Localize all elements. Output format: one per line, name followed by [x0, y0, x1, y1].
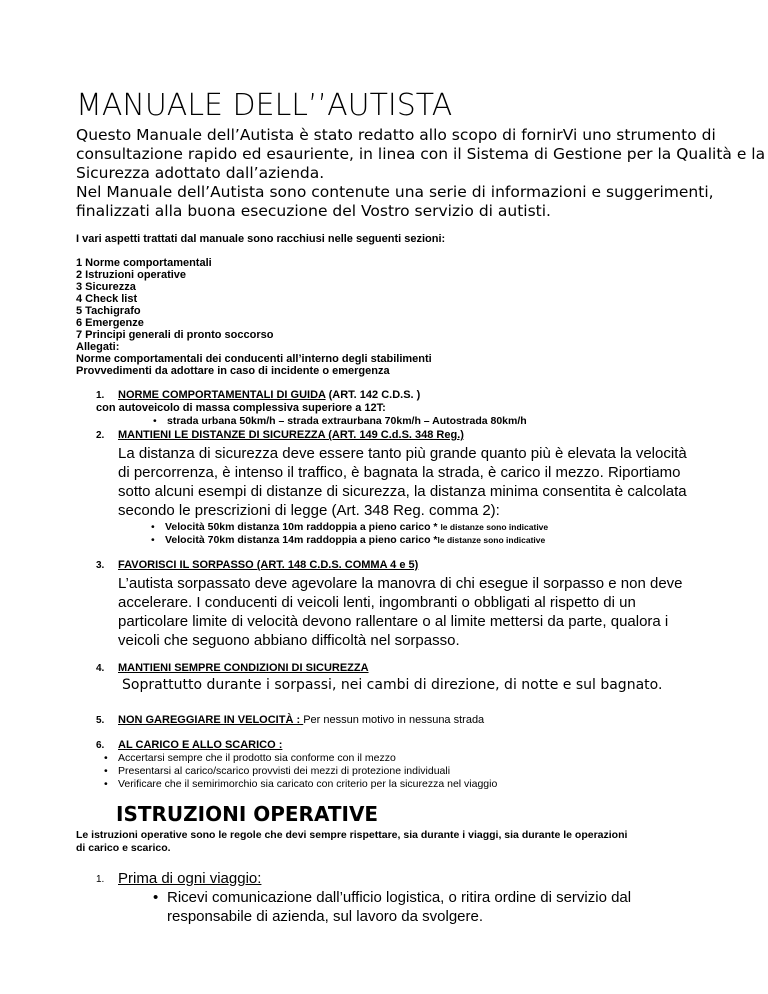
item-body-line: sotto alcuni esempi di distanze di sicurezza, la distanza minima consentita è calcolata	[118, 483, 687, 500]
intro-line: consultazione rapido ed esauriente, in linea con il Sistema di Gestione per la Qualità e la	[76, 145, 766, 163]
istruzioni-intro: di carico e scarico.	[76, 842, 171, 854]
carico-bullet: • Verificare che il semirimorchio sia caricato con criterio per la sicurezza nel viaggio	[118, 778, 497, 790]
istruzioni-intro: Le istruzioni operative sono le regole che devi sempre rispettare, sia durante i viaggi, sia durante le operazioni	[76, 829, 628, 841]
intro-line: finalizzati alla buona esecuzione del Vostro servizio di autisti.	[76, 202, 551, 220]
section-item: 6 Emergenze	[76, 317, 144, 329]
bullet-main: Velocità 70km distanza 14m raddoppia a pieno carico *	[165, 534, 438, 546]
bullet-note: le distanze sono indicative	[437, 535, 546, 545]
item-title: MANTIENI SEMPRE CONDIZIONI DI SICUREZZA	[118, 662, 369, 674]
section-item: 7 Principi generali di pronto soccorso	[76, 329, 274, 341]
item-body-line: La distanza di sicurezza deve essere tanto più grande quanto più è elevata la velocità	[118, 445, 687, 462]
section-item: 1 Norme comportamentali	[76, 257, 212, 269]
item-number: 1.	[96, 390, 105, 401]
sections-intro: I vari aspetti trattati dal manuale sono racchiusi nelle seguenti sezioni:	[76, 233, 446, 245]
item-number: 5.	[96, 715, 105, 726]
item-reference: (ART. 142 C.D.S. )	[325, 389, 421, 401]
bullet-note: le distanze sono indicative	[440, 522, 549, 532]
item-body: Per nessun motivo in nessuna strada	[303, 714, 485, 726]
item-body-line: particolare limite di velocità devono rallentare o al limite mettersi da parte, qualora i	[118, 613, 669, 630]
section-item: 4 Check list	[76, 293, 138, 305]
bullet-main: Velocità 50km distanza 10m raddoppia a pieno carico *	[165, 521, 441, 533]
item-body-line: di percorrenza, è intenso il traffico, è bagnata la strada, è carico il mezzo. Riportiamo	[118, 464, 681, 481]
item-subline: con autoveicolo di massa complessiva superiore a 12T:	[96, 402, 386, 414]
istruzioni-bullet: • Ricevi comunicazione dall’ufficio logistica, o ritira ordine di servizio dal	[167, 888, 631, 907]
item-title: NON GAREGGIARE IN VELOCITÀ :	[118, 714, 304, 726]
section-heading: ISTRUZIONI OPERATIVE	[116, 802, 379, 826]
item-body-line: accelerare. I conducenti di veicoli lenti, ingombranti o obbligati al rispetto di un	[118, 594, 636, 611]
item-body-line: secondo le prescrizioni di legge (Art. 348 Reg. comma 2):	[118, 502, 500, 519]
distance-bullet	[165, 534, 545, 546]
document-title: MANUALE DELL’’AUTISTA	[76, 88, 453, 123]
item-title: MANTIENI LE DISTANZE DI SICUREZZA (ART. 149 C.d.S. 348 Reg.)	[118, 429, 464, 441]
carico-bullet: • Accertarsi sempre che il prodotto sia conforme con il mezzo	[118, 752, 396, 764]
section-item: 5 Tachigrafo	[76, 305, 141, 317]
section-item: Provvedimenti da adottare in caso di incidente o emergenza	[76, 365, 390, 377]
item-title: NORME COMPORTAMENTALI DI GUIDA	[118, 389, 326, 401]
item-number: 4.	[96, 663, 105, 674]
item-heading	[118, 389, 420, 401]
carico-bullet: • Presentarsi al carico/scarico provvisti dei mezzi di protezione individuali	[118, 765, 450, 777]
intro-line: Questo Manuale dell’Autista è stato redatto allo scopo di fornirVi uno strumento di	[76, 126, 716, 144]
item-title: FAVORISCI IL SORPASSO (ART. 148 C.D.S. COMMA 4 e 5)	[118, 559, 419, 571]
section-item: Norme comportamentali dei conducenti all’interno degli stabilimenti	[76, 353, 432, 365]
item-heading	[118, 714, 484, 726]
section-item: 3 Sicurezza	[76, 281, 136, 293]
item-title: Prima di ogni viaggio:	[118, 870, 262, 887]
item-body-line: L’autista sorpassato deve agevolare la manovra di chi esegue il sorpasso e non deve	[118, 575, 683, 592]
distance-bullet	[165, 521, 548, 533]
item-number: 1.	[96, 874, 105, 885]
item-body-line: veicoli che seguono abbiano difficoltà nel sorpasso.	[118, 632, 460, 649]
istruzioni-bullet-cont: responsabile di azienda, sul lavoro da svolgere.	[167, 908, 484, 925]
item-body-line: Soprattutto durante i sorpassi, nei cambi di direzione, di notte e sul bagnato.	[122, 677, 663, 693]
section-item: Allegati:	[76, 341, 120, 353]
section-item: 2 Istruzioni operative	[76, 269, 187, 281]
item-title: AL CARICO E ALLO SCARICO :	[118, 739, 283, 751]
intro-line: Nel Manuale dell’Autista sono contenute una serie di informazioni e suggerimenti,	[76, 183, 714, 201]
item-number: 6.	[96, 740, 105, 751]
intro-line: Sicurezza adottato dall’azienda.	[76, 164, 325, 182]
item-number: 3.	[96, 560, 105, 571]
item-number: 2.	[96, 430, 105, 441]
speed-limits-bullet: • strada urbana 50km/h – strada extraurbana 70km/h – Autostrada 80km/h	[167, 415, 527, 427]
